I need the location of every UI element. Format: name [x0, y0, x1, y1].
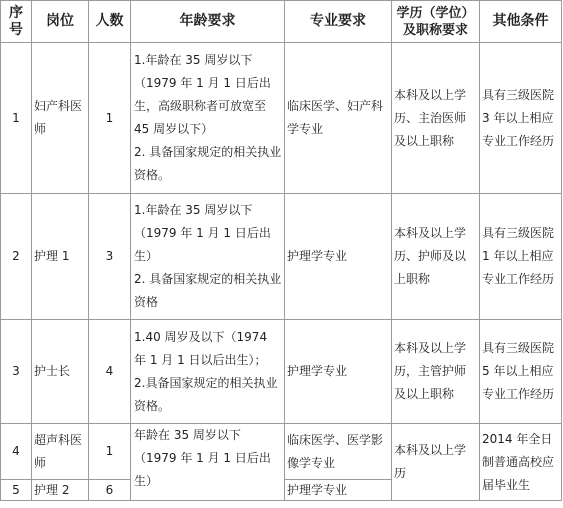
row-position: 妇产科医师: [32, 43, 89, 194]
table-row: [1, 43, 562, 194]
age-line: 2. 具备国家规定的相关执业资格。: [134, 145, 282, 182]
row-other: 具有三级医院 5 年以上相应专业工作经历: [480, 320, 562, 424]
row-count: 4: [89, 320, 131, 424]
merged-other: 2014 年全日制普通高校应届毕业生: [480, 424, 562, 501]
row-position: 护理 1: [32, 194, 89, 320]
row-position: 护士长: [32, 320, 89, 424]
row-major: 护理学专业: [285, 320, 392, 424]
row-major: 护理学专业: [285, 480, 392, 501]
header-age: 年龄要求: [131, 1, 285, 43]
table-row: [1, 320, 562, 424]
row-major: 护理学专业: [285, 194, 392, 320]
row-number: 3: [1, 320, 32, 424]
age-line: 1.40 周岁及以下（1974 年 1 月 1 日以后出生）；: [134, 329, 268, 367]
row-major: 临床医学、医学影像学专业: [285, 424, 392, 480]
row-other: 具有三级医院 3 年以上相应专业工作经历: [480, 43, 562, 194]
row-number: 2: [1, 194, 32, 320]
age-line: 2. 具备国家规定的相关执业资格: [134, 272, 282, 309]
row-count: 3: [89, 194, 131, 320]
header-count: 人数: [89, 1, 131, 43]
row-age-requirement: [131, 320, 285, 424]
row-position: 超声科医师: [32, 424, 89, 480]
row-position: 护理 2: [32, 480, 89, 501]
row-age-requirement: [131, 194, 285, 320]
row-education: 本科及以上学历，主管护师及以上职称: [392, 320, 480, 424]
row-count: 6: [89, 480, 131, 501]
header-major: 专业要求: [285, 1, 392, 43]
header-row: [1, 1, 562, 43]
merged-age-requirement: 年龄在 35 周岁以下（1979 年 1 月 1 日后出生）: [131, 424, 285, 501]
header-education: 学历（学位） 及职称要求: [392, 1, 480, 43]
table-row: [1, 424, 562, 480]
header-other: 其他条件: [480, 1, 562, 43]
age-line: 1.年龄在 35 周岁以下（1979 年 1 月 1 日后出生）: [134, 203, 271, 263]
header-position: 岗位: [32, 1, 89, 43]
row-education: 本科及以上学历、主治医师及以上职称: [392, 43, 480, 194]
header-no: 序 号: [1, 1, 32, 43]
row-number: 4: [1, 424, 32, 480]
row-education: 本科及以上学历、护师及以上职称: [392, 194, 480, 320]
row-count: 1: [89, 43, 131, 194]
table-row: [1, 194, 562, 320]
row-count: 1: [89, 424, 131, 480]
row-number: 1: [1, 43, 32, 194]
row-major: 临床医学、妇产科学专业: [285, 43, 392, 194]
row-age-requirement: [131, 43, 285, 194]
age-line: 2.具备国家规定的相关执业资格。: [134, 375, 278, 413]
age-line: 1.年龄在 35 周岁以下（1979 年 1 月 1 日后出生，高级职称者可放宽至 45 周岁以下）: [134, 53, 271, 136]
merged-education: 本科及以上学历: [392, 424, 480, 501]
row-other: 具有三级医院 1 年以上相应专业工作经历: [480, 194, 562, 320]
row-number: 5: [1, 480, 32, 501]
